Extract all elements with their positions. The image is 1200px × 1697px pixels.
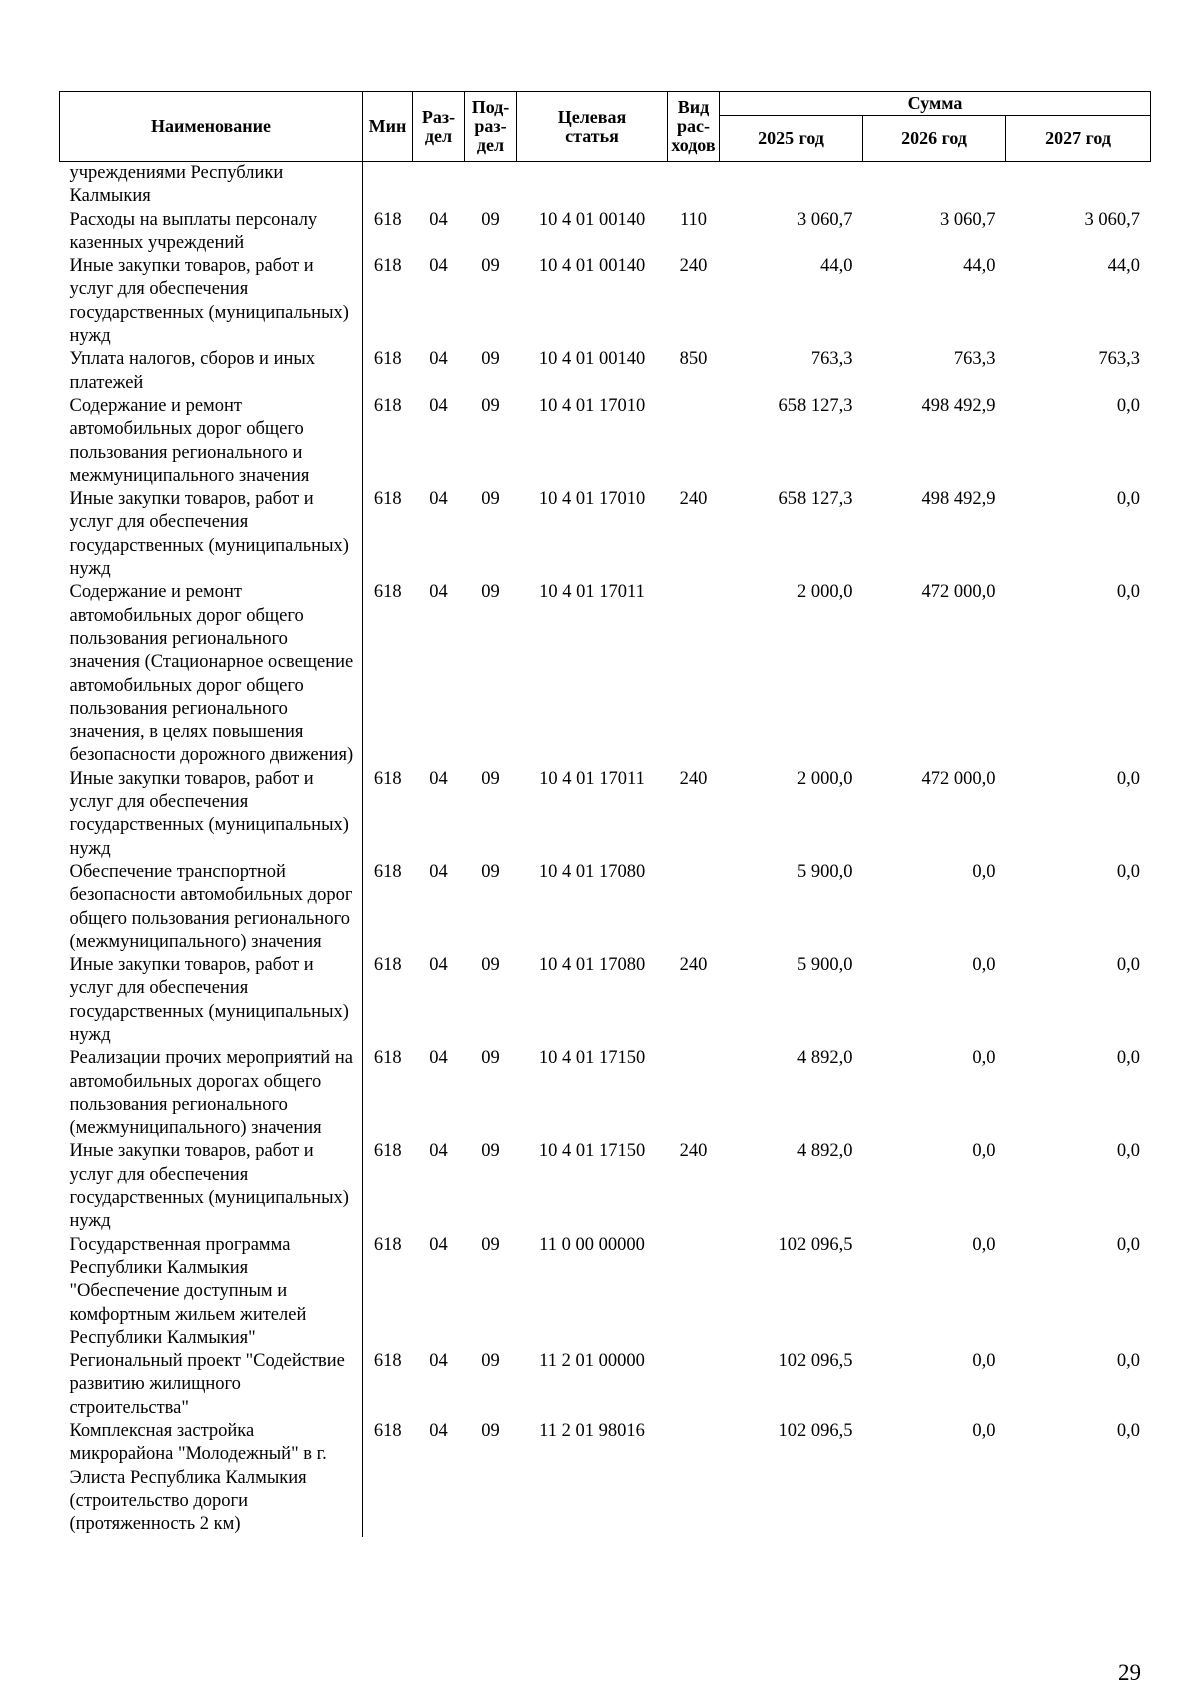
table-row — [60, 1234, 1151, 1350]
name-cell: учреждениями Республики Калмыкия — [60, 162, 363, 209]
amount-2027-cell: 0,0 — [1116, 1421, 1141, 1442]
name-cell: Иные закупки товаров, работ и услуг для обеспечения государственных (муниципальных) нужд — [60, 488, 363, 581]
podrazdel-cell: 09 — [481, 209, 500, 230]
amount-2026-cell: 0,0 — [972, 1351, 996, 1372]
target-article-cell: 10 4 01 17011 — [539, 768, 645, 789]
amount-2025-cell: 5 900,0 — [797, 861, 853, 882]
amount-2026-cell: 472 000,0 — [921, 768, 996, 789]
podrazdel-cell: 09 — [481, 256, 500, 277]
amount-2026-cell: 763,3 — [953, 349, 996, 370]
amount-2026-cell — [863, 162, 1006, 209]
podrazdel-cell: 09 — [481, 955, 500, 976]
podrazdel-cell: 09 — [481, 489, 500, 510]
vid-rashodov-cell — [668, 1350, 720, 1420]
table-row — [60, 209, 1151, 256]
table-row — [60, 395, 1151, 488]
table-row — [60, 488, 1151, 581]
min-cell: 618 — [373, 1421, 402, 1442]
table-row — [60, 255, 1151, 348]
vid-rashodov-cell — [668, 1234, 720, 1350]
target-article-cell: 10 4 01 17080 — [538, 861, 646, 882]
table-row — [60, 954, 1151, 1047]
min-cell: 618 — [373, 1234, 402, 1255]
razdel-cell — [413, 162, 465, 209]
razdel-cell: 04 — [429, 209, 448, 230]
target-article-cell: 10 4 01 17150 — [538, 1141, 646, 1162]
vid-rashodov-cell — [668, 395, 720, 488]
min-cell: 618 — [373, 209, 402, 230]
vid-rashodov-cell: 240 — [679, 1141, 708, 1162]
razdel-cell: 04 — [429, 1421, 448, 1442]
amount-2027-cell: 0,0 — [1116, 395, 1141, 416]
table-header — [60, 92, 1151, 162]
podrazdel-cell: 09 — [481, 1351, 500, 1372]
amount-2027-cell: 44,0 — [1107, 256, 1141, 277]
target-article-cell: 11 0 00 00000 — [539, 1234, 645, 1255]
amount-2026-cell: 472 000,0 — [921, 582, 996, 603]
amount-2025-cell: 102 096,5 — [778, 1351, 853, 1372]
razdel-cell: 04 — [429, 768, 448, 789]
amount-2027-cell: 0,0 — [1116, 955, 1141, 976]
vid-rashodov-cell: 110 — [679, 209, 708, 230]
vid-rashodov-cell — [668, 1420, 720, 1536]
amount-2027-cell: 3 060,7 — [1084, 209, 1141, 230]
header-sum: Сумма — [720, 92, 1151, 116]
amount-2027-cell: 0,0 — [1116, 582, 1141, 603]
name-cell: Иные закупки товаров, работ и услуг для обеспечения государственных (муниципальных) нужд — [60, 768, 363, 861]
amount-2025-cell: 658 127,3 — [778, 489, 853, 510]
header-razdel: Раз- дел — [413, 92, 465, 162]
name-cell: Реализации прочих мероприятий на автомобильных дорогах общего пользования регионального (межмуниципального) значения — [60, 1047, 363, 1140]
vid-rashodov-cell: 240 — [679, 489, 708, 510]
amount-2027-cell: 763,3 — [1098, 349, 1141, 370]
vid-rashodov-cell — [668, 1047, 720, 1140]
amount-2027-cell: 0,0 — [1116, 1141, 1141, 1162]
amount-2025-cell: 44,0 — [820, 256, 853, 277]
min-cell: 618 — [373, 1351, 402, 1372]
razdel-cell: 04 — [429, 256, 448, 277]
podrazdel-cell: 09 — [481, 1048, 500, 1069]
page-number: 29 — [1118, 1660, 1141, 1685]
amount-2027-cell — [1006, 162, 1151, 209]
amount-2026-cell: 3 060,7 — [940, 209, 996, 230]
podrazdel-cell: 09 — [481, 1234, 500, 1255]
amount-2026-cell: 0,0 — [972, 1421, 996, 1442]
name-cell: Комплексная застройка микрорайона "Молодежный" в г. Элиста Республика Калмыкия (строительство дороги (протяженность 2 км) — [60, 1420, 363, 1536]
name-cell: Иные закупки товаров, работ и услуг для обеспечения государственных (муниципальных) нужд — [60, 954, 363, 1047]
header-min: Мин — [363, 92, 413, 162]
budget-table — [59, 91, 1151, 1537]
amount-2026-cell: 498 492,9 — [921, 395, 996, 416]
target-article-cell: 10 4 01 00140 — [538, 349, 646, 370]
name-cell: Иные закупки товаров, работ и услуг для обеспечения государственных (муниципальных) нужд — [60, 255, 363, 348]
min-cell: 618 — [373, 582, 402, 603]
podrazdel-cell: 09 — [481, 1421, 500, 1442]
vid-rashodov-cell — [668, 581, 720, 767]
amount-2025-cell: 2 000,0 — [797, 768, 853, 789]
min-cell: 618 — [373, 349, 402, 370]
target-article-cell: 10 4 01 17150 — [538, 1048, 646, 1069]
amount-2026-cell: 0,0 — [972, 1234, 996, 1255]
name-cell: Расходы на выплаты персоналу казенных учреждений — [60, 209, 363, 256]
min-cell: 618 — [373, 489, 402, 510]
target-article-cell: 11 2 01 98016 — [539, 1421, 645, 1442]
target-article-cell: 10 4 01 17010 — [538, 489, 646, 510]
min-cell: 618 — [373, 1048, 402, 1069]
target-article-cell: 11 2 01 00000 — [539, 1351, 645, 1372]
amount-2025-cell: 2 000,0 — [797, 582, 853, 603]
table-row — [60, 1140, 1151, 1233]
table-row — [60, 1047, 1151, 1140]
header-year-2027: 2027 год — [1006, 116, 1151, 162]
table-body — [60, 162, 1151, 1537]
razdel-cell: 04 — [429, 1048, 448, 1069]
vid-rashodov-cell: 240 — [679, 256, 708, 277]
amount-2027-cell: 0,0 — [1116, 1351, 1141, 1372]
table-row — [60, 581, 1151, 767]
min-cell: 618 — [373, 256, 402, 277]
razdel-cell: 04 — [429, 1351, 448, 1372]
amount-2025-cell: 4 892,0 — [797, 1141, 853, 1162]
podrazdel-cell: 09 — [481, 1141, 500, 1162]
name-cell: Обеспечение транспортной безопасности автомобильных дорог общего пользования регионального (межмуниципального) значения — [60, 861, 363, 954]
amount-2025-cell: 3 060,7 — [797, 209, 853, 230]
min-cell: 618 — [373, 395, 402, 416]
amount-2025-cell: 4 892,0 — [797, 1048, 853, 1069]
amount-2026-cell: 0,0 — [972, 1048, 996, 1069]
name-cell: Региональный проект "Содействие развитию жилищного строительства" — [60, 1350, 363, 1420]
amount-2026-cell: 0,0 — [972, 861, 996, 882]
header-year-2026: 2026 год — [863, 116, 1006, 162]
amount-2027-cell: 0,0 — [1116, 1234, 1141, 1255]
vid-rashodov-cell: 850 — [679, 349, 708, 370]
amount-2025-cell: 658 127,3 — [778, 395, 853, 416]
target-article-cell: 10 4 01 17011 — [539, 582, 645, 603]
name-cell: Государственная программа Республики Калмыкия "Обеспечение доступным и комфортным жильем жителей Республики Калмыкия" — [60, 1234, 363, 1350]
min-cell: 618 — [373, 768, 402, 789]
min-cell: 618 — [373, 861, 402, 882]
amount-2025-cell — [720, 162, 863, 209]
podrazdel-cell: 09 — [481, 861, 500, 882]
razdel-cell: 04 — [429, 395, 448, 416]
header-target-article: Целевая статья — [517, 92, 668, 162]
vid-rashodov-cell: 240 — [679, 768, 708, 789]
name-cell: Иные закупки товаров, работ и услуг для обеспечения государственных (муниципальных) нужд — [60, 1140, 363, 1233]
amount-2026-cell: 498 492,9 — [921, 489, 996, 510]
vid-rashodov-cell: 240 — [679, 955, 708, 976]
razdel-cell: 04 — [429, 349, 448, 370]
amount-2026-cell: 0,0 — [972, 955, 996, 976]
podrazdel-cell: 09 — [481, 768, 500, 789]
amount-2026-cell: 44,0 — [963, 256, 996, 277]
min-cell: 618 — [373, 955, 402, 976]
podrazdel-cell: 09 — [481, 349, 500, 370]
name-cell: Содержание и ремонт автомобильных дорог общего пользования регионального значения (Стационарное освещение автомобильных дорог общего пользования регионального значения, в целях повышения безопасности дорожного движения) — [60, 581, 363, 767]
name-cell: Уплата налогов, сборов и иных платежей — [60, 348, 363, 395]
header-name: Наименование — [60, 92, 363, 162]
table-row — [60, 1420, 1151, 1536]
table-row — [60, 768, 1151, 861]
amount-2025-cell: 102 096,5 — [778, 1421, 853, 1442]
target-article-cell: 10 4 01 17010 — [538, 395, 646, 416]
amount-2025-cell: 763,3 — [810, 349, 853, 370]
header-vid-rashodov: Вид рас- ходов — [668, 92, 720, 162]
target-article-cell — [517, 162, 668, 209]
vid-rashodov-cell — [668, 861, 720, 954]
razdel-cell: 04 — [429, 955, 448, 976]
target-article-cell: 10 4 01 00140 — [538, 209, 646, 230]
razdel-cell: 04 — [429, 489, 448, 510]
min-cell — [363, 162, 413, 209]
razdel-cell: 04 — [429, 861, 448, 882]
min-cell: 618 — [373, 1141, 402, 1162]
amount-2025-cell: 102 096,5 — [778, 1234, 853, 1255]
amount-2027-cell: 0,0 — [1116, 1048, 1141, 1069]
header-podrazdel: Под- раз- дел — [465, 92, 517, 162]
amount-2027-cell: 0,0 — [1116, 861, 1141, 882]
table-row — [60, 348, 1151, 395]
podrazdel-cell: 09 — [481, 582, 500, 603]
razdel-cell: 04 — [429, 1141, 448, 1162]
amount-2027-cell: 0,0 — [1116, 489, 1141, 510]
amount-2025-cell: 5 900,0 — [797, 955, 853, 976]
podrazdel-cell: 09 — [481, 395, 500, 416]
vid-rashodov-cell — [668, 162, 720, 209]
podrazdel-cell — [465, 162, 517, 209]
amount-2026-cell: 0,0 — [972, 1141, 996, 1162]
header-year-2025: 2025 год — [720, 116, 863, 162]
table-row — [60, 1350, 1151, 1420]
target-article-cell: 10 4 01 00140 — [538, 256, 646, 277]
table-row — [60, 162, 1151, 209]
razdel-cell: 04 — [429, 1234, 448, 1255]
razdel-cell: 04 — [429, 582, 448, 603]
amount-2027-cell: 0,0 — [1116, 768, 1141, 789]
table-row — [60, 861, 1151, 954]
target-article-cell: 10 4 01 17080 — [538, 955, 646, 976]
name-cell: Содержание и ремонт автомобильных дорог общего пользования регионального и межмуниципального значения — [60, 395, 363, 488]
